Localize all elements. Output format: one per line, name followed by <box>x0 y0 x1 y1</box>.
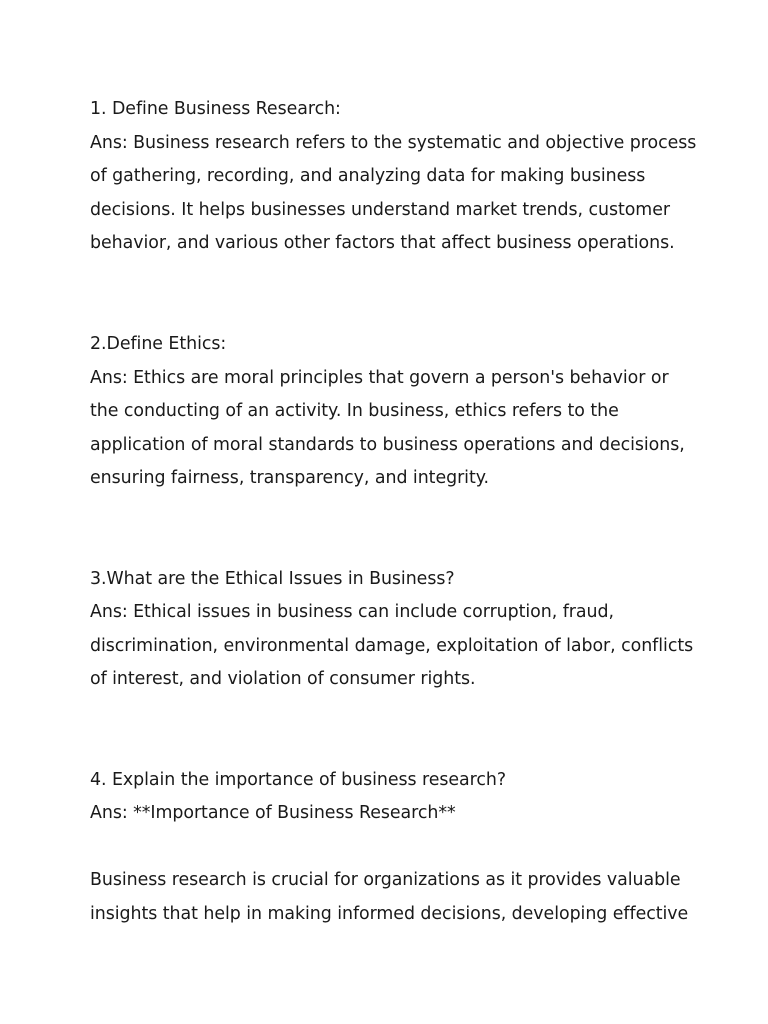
answer-3-line: of interest, and violation of consumer rights. <box>90 669 476 689</box>
answer-2-line: ensuring fairness, transparency, and integrity. <box>90 468 489 488</box>
question-1-heading: 1. Define Business Research: <box>90 99 341 119</box>
question-4-heading: 4. Explain the importance of business research? <box>90 770 506 790</box>
answer-1-line: decisions. It helps businesses understand market trends, customer <box>90 200 670 220</box>
answer-2-line: the conducting of an activity. In business, ethics refers to the <box>90 401 619 421</box>
answer-2-line: Ans: Ethics are moral principles that govern a person's behavior or <box>90 368 669 388</box>
answer-3-line: discrimination, environmental damage, exploitation of labor, conflicts <box>90 636 694 656</box>
answer-1-line: behavior, and various other factors that affect business operations. <box>90 233 675 253</box>
answer-1-line: Ans: Business research refers to the systematic and objective process <box>90 133 697 153</box>
answer-4-line: Ans: **Importance of Business Research** <box>90 803 456 823</box>
answer-3-line: Ans: Ethical issues in business can include corruption, fraud, <box>90 602 614 622</box>
question-3-heading: 3.What are the Ethical Issues in Business? <box>90 569 455 589</box>
answer-2-line: application of moral standards to business operations and decisions, <box>90 435 685 455</box>
question-2-heading: 2.Define Ethics: <box>90 334 227 354</box>
body-paragraph-line: Business research is crucial for organizations as it provides valuable <box>90 870 681 890</box>
answer-1-line: of gathering, recording, and analyzing data for making business <box>90 166 646 186</box>
body-paragraph-line: insights that help in making informed decisions, developing effective <box>90 904 689 924</box>
